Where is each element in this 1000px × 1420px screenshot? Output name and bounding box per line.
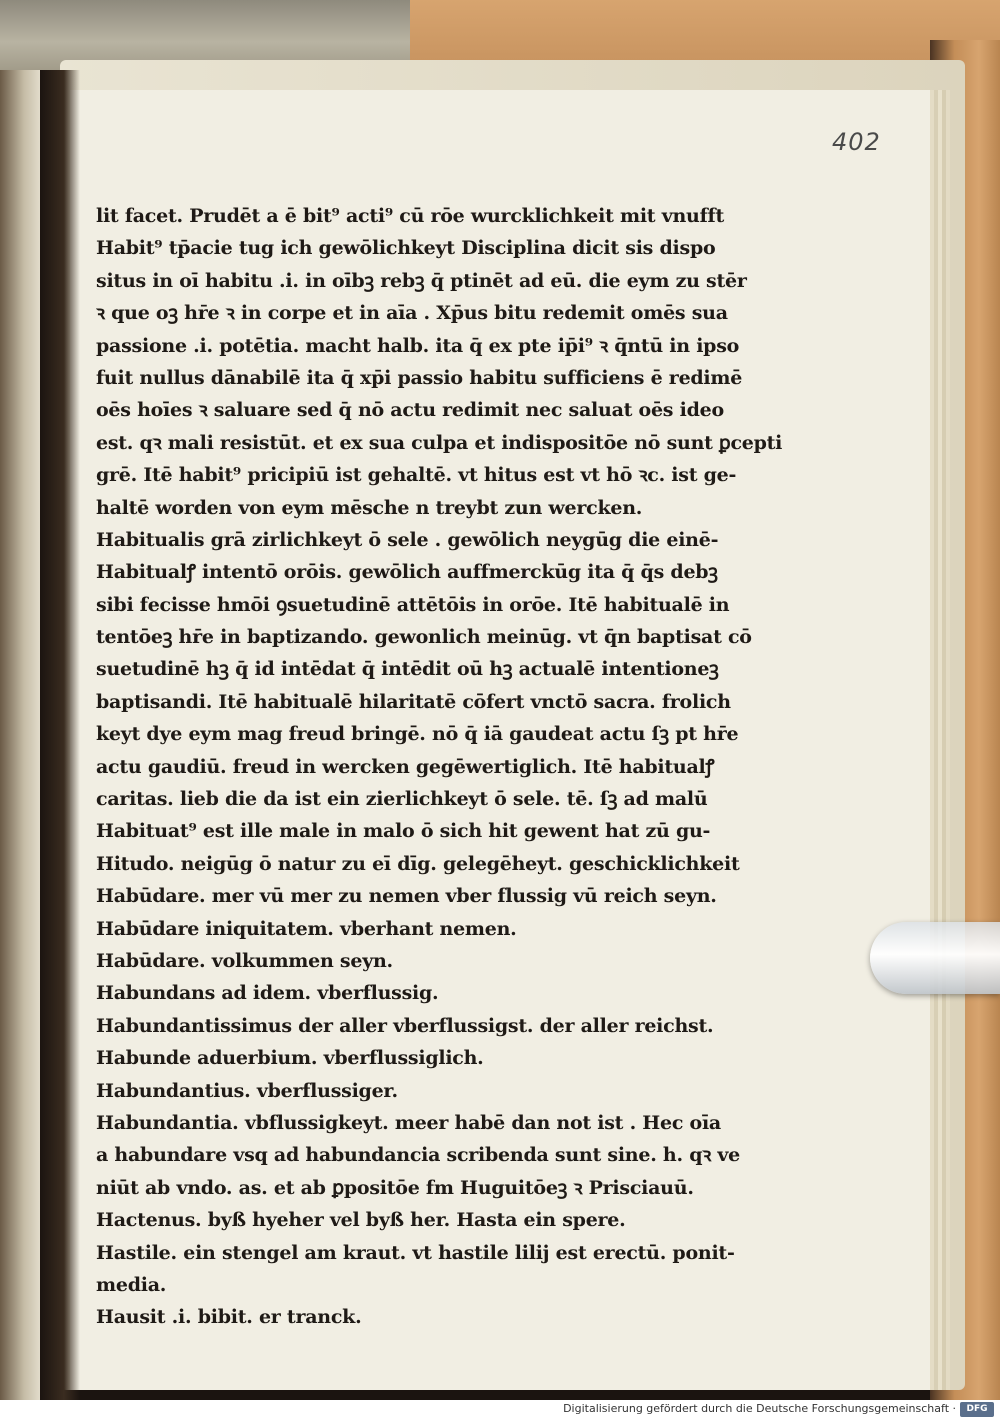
text-line: keyt dye eym mag freud bringē. nō q̄ iā gaudeat actu ſꝫ pt hr̄e bbox=[96, 723, 739, 746]
footer-bar bbox=[0, 1400, 1000, 1420]
text-line: Hitudo. neigūg ō natur zu eī dīg. gelegēheyt. geschicklichkeit bbox=[96, 852, 740, 875]
text-line: grē. Itē habit⁹ pricipiū ist gehaltē. vt hitus est vt hō ꝛc. ist ge- bbox=[96, 464, 737, 487]
text-line: media. bbox=[96, 1273, 167, 1296]
text-line: caritas. lieb die da ist ein zierlichkeyt ō sele. tē. ſꝫ ad malū bbox=[96, 788, 708, 811]
text-line: Habitualis grā zirlichkeyt ō sele . gewōlich neygūg die einē- bbox=[96, 528, 719, 551]
text-line: est. qꝛ mali resistūt. et ex sua culpa et indispositōe nō sunt ꝑcepti bbox=[96, 431, 783, 454]
text-line: Habundans ad idem. vberflussig. bbox=[96, 982, 439, 1005]
text-line: Habundantia. vbflussigkeyt. meer habē dan not ist . Hec oīa bbox=[96, 1111, 721, 1134]
text-line: ꝛ que oꝫ hr̄e ꝛ in corpe et in aīa . Xp̄us bitu redemit omēs sua bbox=[96, 302, 728, 325]
text-line: niūt ab vndo. as. et ab ꝑpositōe fm Huguitōeꝫ ꝛ Prisciauū. bbox=[96, 1176, 694, 1199]
text-line: Habūdare. volkummen seyn. bbox=[96, 949, 393, 972]
text-line: lit facet. Prudēt a ē bit⁹ acti⁹ cū rōe wurcklichkeit mit vnufft bbox=[96, 205, 724, 227]
text-line: tentōeꝫ hr̄e in baptizando. gewonlich meinūg. vt q̄n baptisat cō bbox=[96, 626, 752, 649]
text-line: Habundantius. vberflussiger. bbox=[96, 1079, 398, 1102]
text-line: Habitualꝭ intentō orōis. gewōlich auffmerckūg ita q̄ q̄s debꝫ bbox=[96, 561, 718, 584]
text-line: Hactenus. byß hyeher vel byß her. Hasta ein spere. bbox=[96, 1209, 626, 1232]
dfg-logo-icon: DFG bbox=[960, 1402, 994, 1417]
text-line: Habituat⁹ est ille male in malo ō sich hit gewent hat zū gu- bbox=[96, 820, 711, 843]
book-cover-top-right bbox=[410, 0, 1000, 60]
page-text-block bbox=[96, 200, 816, 1334]
text-line: Habūdare iniquitatem. vberhant nemen. bbox=[96, 917, 517, 940]
text-line: Hastile. ein stengel am kraut. vt hastile lilij est erectū. ponit- bbox=[96, 1241, 735, 1264]
text-line: fuit nullus dānabilē ita q̄ xp̄i passio habitu sufficiens ē redimē bbox=[96, 366, 743, 389]
text-line: Hausit .i. bibit. er tranck. bbox=[96, 1306, 362, 1329]
page-gutter-shadow bbox=[40, 70, 80, 1400]
page-number: 402 bbox=[832, 128, 881, 156]
text-line: situs in oī habitu .i. in oībꝫ rebꝫ q̄ ptinēt ad eū. die eym zu stēr bbox=[96, 269, 747, 292]
text-line: actu gaudiū. freud in wercken gegēwertiglich. Itē habitualꝭ bbox=[96, 755, 715, 778]
facing-page-edge bbox=[0, 70, 40, 1400]
text-line: suetudinē hꝫ q̄ id intēdat q̄ intēdit oū hꝫ actualē intentioneꝫ bbox=[96, 658, 719, 681]
text-line: passione .i. potētia. macht halb. ita q̄ ex pte ip̄i⁹ ꝛ q̄ntū in ipso bbox=[96, 334, 740, 357]
text-line: Habūdare. mer vū mer zu nemen vber flussig vū reich seyn. bbox=[96, 885, 717, 908]
text-line: a habundare vsq ad habundancia scribenda sunt sine. h. qꝛ ve bbox=[96, 1144, 741, 1167]
footer-credit-text: Digitalisierung gefördert durch die Deutsche Forschungsgemeinschaft · bbox=[563, 1402, 956, 1415]
text-line: Habundantissimus der aller vberflussigst. der aller reichst. bbox=[96, 1014, 714, 1037]
page-holder-clip bbox=[870, 922, 1000, 994]
text-line: sibi fecisse hmōi ꝯsuetudinē attētōis in orōe. Itē habitualē in bbox=[96, 593, 730, 616]
text-line: Habunde aduerbium. vberflussiglich. bbox=[96, 1047, 484, 1070]
text-line: oēs hoīes ꝛ saluare sed q̄ nō actu redimit nec saluat oēs ideo bbox=[96, 399, 724, 422]
text-line: Habit⁹ tp̄acie tug ich gewōlichkeyt Disciplina dicit sis dispo bbox=[96, 237, 716, 260]
text-line: baptisandi. Itē habitualē hilaritatē cōfert vnctō sacra. frolich bbox=[96, 690, 731, 713]
text-line: haltē worden von eym mēsche n treybt zun wercken. bbox=[96, 496, 643, 519]
